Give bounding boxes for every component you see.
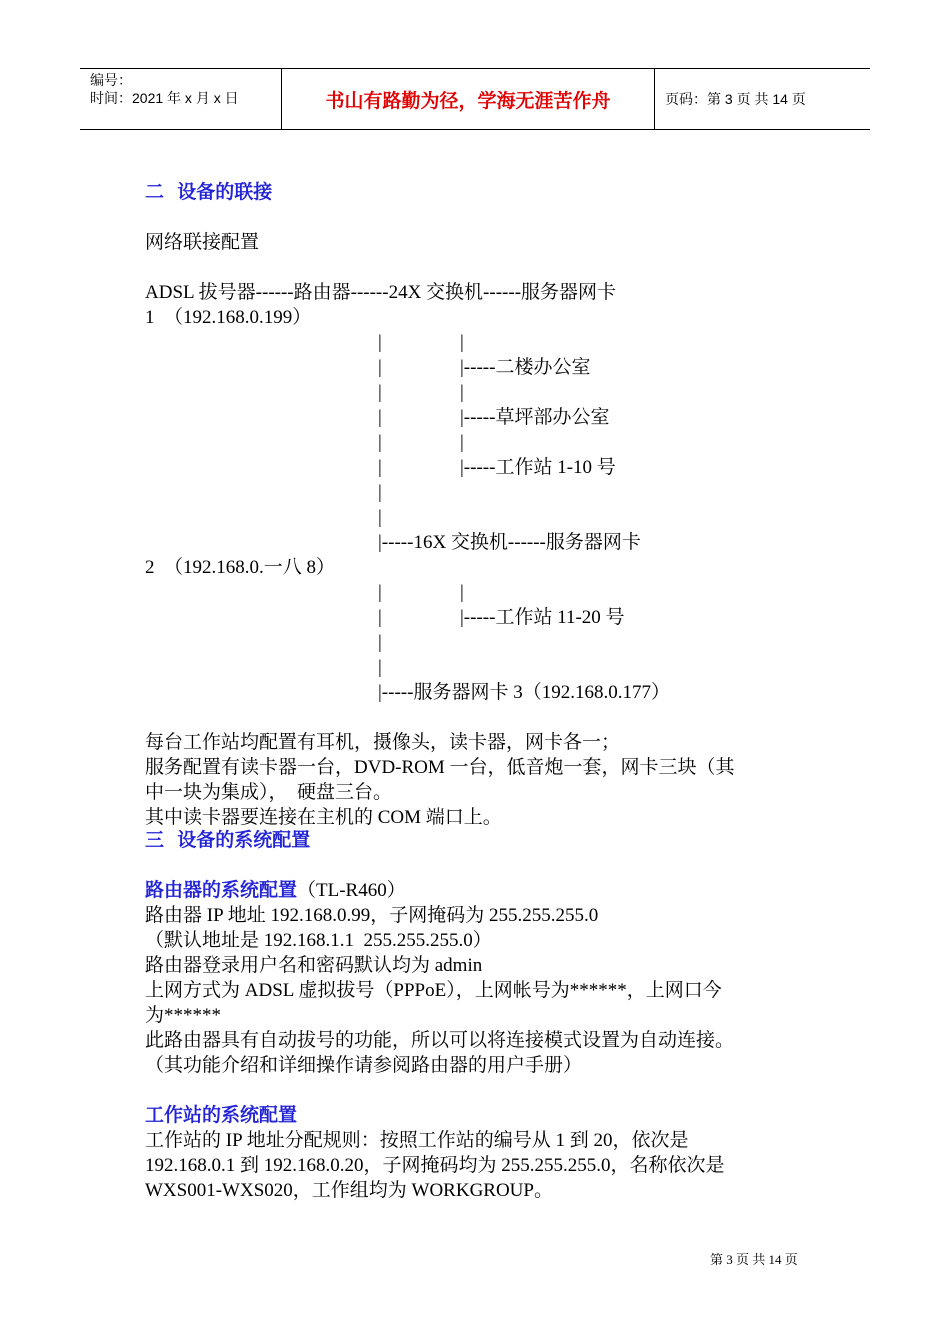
router-line: 为****** (145, 1005, 222, 1026)
tree-connector: | (378, 632, 382, 653)
tree-connector: | (378, 357, 382, 378)
section2-subtitle: 网络联接配置 (145, 232, 260, 253)
header-time: 时间：2021 年 x 月 x 日 (90, 90, 239, 106)
tree-connector: | (378, 582, 382, 603)
network-chain-2: |-----16X 交换机------服务器网卡 (378, 532, 641, 553)
section2-title: 二 设备的联接 (145, 181, 273, 203)
header-page-number: 页码：第 3 页 共 14 页 (665, 91, 806, 107)
tree-connector: | (378, 657, 382, 678)
server-nic-2: 2 （192.168.0.一八 8） (145, 557, 336, 578)
router-line: 路由器登录用户名和密码默认均为 admin (145, 955, 483, 976)
router-line: 路由器 IP 地址 192.168.0.99，子网掩码为 255.255.255.0 (145, 905, 599, 926)
tree-connector: | (378, 332, 382, 353)
tree-connector: | (460, 582, 464, 603)
paragraph-workstation-equipment: 每台工作站均配置有耳机，摄像头，读卡器，网卡各一； (145, 732, 621, 753)
tree-connector: | (460, 382, 464, 403)
tree-connector: | (378, 432, 382, 453)
tree-connector: | (460, 332, 464, 353)
server-nic-1: 1 （192.168.0.199） (145, 307, 312, 328)
page-header (80, 68, 870, 130)
router-line: 上网方式为 ADSL 虚拟拔号（PPPoE），上网帐号为******，上网口今 (145, 980, 722, 1001)
branch-lawn-office: |-----草坪部办公室 (460, 407, 610, 428)
header-meta (90, 71, 239, 107)
tree-connector: | (378, 407, 382, 428)
tree-connector: | (378, 382, 382, 403)
tree-connector: | (378, 482, 382, 503)
section3-title: 三 设备的系统配置 (145, 829, 311, 851)
tree-connector: | (378, 507, 382, 528)
router-line: （其功能介绍和详细操作请参阅路由器的用户手册） (145, 1055, 583, 1076)
header-motto: 书山有路勤为径，学海无涯苦作舟 (325, 90, 611, 112)
header-divider (654, 69, 655, 129)
router-line: 此路由器具有自动拔号的功能，所以可以将连接模式设置为自动连接。 (145, 1030, 735, 1051)
tree-connector: | (460, 432, 464, 453)
workstation-config-heading: 工作站的系统配置 (145, 1104, 298, 1126)
paragraph-server-equipment-cont: 中一块为集成）， 硬盘三台。 (145, 782, 393, 803)
network-chain-3: |-----服务器网卡 3（192.168.0.177） (378, 682, 670, 703)
tree-connector: | (378, 607, 382, 628)
branch-workstations-1-10: |-----工作站 1-10 号 (460, 457, 616, 478)
router-model: （TL-R460） (297, 880, 406, 901)
workstation-line: 工作站的 IP 地址分配规则：按照工作站的编号从 1 到 20，依次是 (145, 1130, 689, 1151)
paragraph-server-equipment: 服务配置有读卡器一台，DVD-ROM 一台，低音炮一套，网卡三块（其 (145, 757, 735, 778)
workstation-line: 192.168.0.1 到 192.168.0.20，子网掩码均为 255.255.255.0，名称依次是 (145, 1155, 725, 1176)
paragraph-card-reader: 其中读卡器要连接在主机的 COM 端口上。 (145, 807, 502, 828)
network-chain-1: ADSL 拔号器------路由器------24X 交换机------服务器网卡 (145, 282, 617, 303)
branch-workstations-11-20: |-----工作站 11-20 号 (460, 607, 625, 628)
tree-connector: | (378, 457, 382, 478)
router-line: （默认地址是 192.168.1.1 255.255.255.0） (145, 930, 492, 951)
page-footer: 第 3 页 共 14 页 (710, 1252, 798, 1267)
header-number: 编号： (90, 72, 132, 88)
branch-floor2-office: |-----二楼办公室 (460, 357, 591, 378)
router-heading-text: 路由器的系统配置 (145, 879, 298, 901)
workstation-line: WXS001-WXS020，工作组均为 WORKGROUP。 (145, 1180, 553, 1201)
router-config-heading (145, 878, 406, 903)
